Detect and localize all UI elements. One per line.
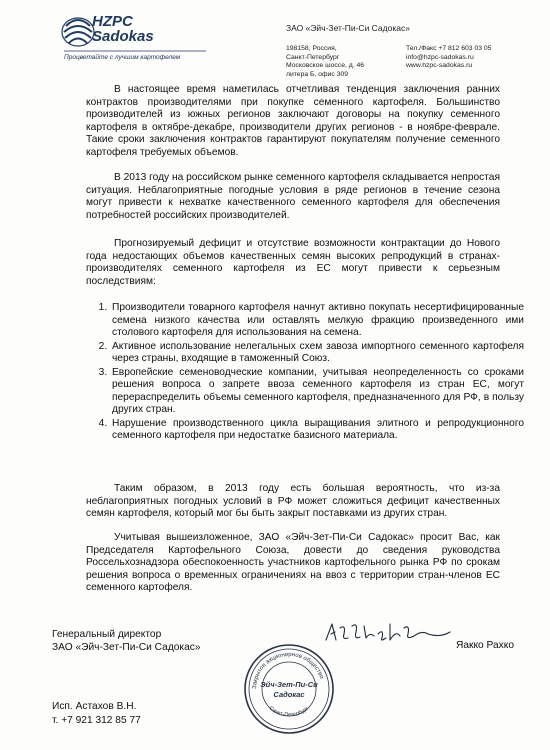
website-link[interactable]: www.hzpc-sadokas.ru [406, 62, 473, 70]
phone-fax: Тел./Факс +7 812 603 03 05 [406, 45, 492, 52]
executor-name: Исп. Астахов В.Н. [52, 701, 137, 712]
signatory-title [52, 628, 201, 654]
list-item: 3. Европейские семеноводческие компании, учитывая неопределенность со сроками решения вопроса о запрете ввоза семенного картофеля из стран ЕС, могут перераспределить объемы семенного картофеля, предназначенного для РФ, в пользу других стран. [110, 367, 524, 417]
address-line: Московское шоссе, д. 46 [286, 62, 365, 70]
signatory-company: ЗАО «Эйч-Зет-Пи-Си Садокас» [52, 642, 201, 653]
paragraph-1: В настоящее время наметилась отчетливая тенденция заключения ранних контрактов производителями при покупке семенного картофеля. Большинство производителей из южных регионов заключают договоры на покупку семенного картофеля в октябре-декабре, производители других регионов - в ноябре-феврале. Такие сроки заключения контрактов гарантируют покупателям получение семенного картофеля требуемых объемов. [86, 84, 500, 158]
stamp-center-line-2: Садокас [273, 690, 305, 699]
list-item: 4. Нарушение производственного цикла выращивания элитного и репродукционного семенного картофеля при недостатке базисного материала. [110, 418, 524, 443]
handwritten-signature [322, 618, 462, 648]
address-line: Санкт-Петербург [286, 53, 340, 61]
email-link[interactable]: info@hzpc-sadokas.ru [406, 53, 474, 61]
signatory-position: Генеральный директор [52, 629, 162, 640]
list-item: 1. Производители товарного картофеля начнут активно покупать несертифицированные семена низкого качества или оставлять мелкую фракцию произведенного ими столового картофеля для использования на семена. [110, 302, 524, 340]
company-name: ЗАО «Эйч-Зет-Пи-Си Садокас» [286, 23, 410, 33]
paragraph-4: Таким образом, в 2013 году есть большая вероятность, что из-за неблагоприятных погодных условий в РФ может сложиться дефицит качественных семян картофеля, который мог бы быть закрыт поставками из других стран. [86, 483, 500, 519]
paragraph-5: Учитывая вышеизложенное, ЗАО «Эйч-Зет-Пи-Си Садокас» просит Вас, как Председателя Картофельного Союза, довести до сведения руководства Россельхознадзора обеспокоенность участников картофельного рынка РФ по срокам решения вопроса о временных ограничениях на ввоз с территории стран-членов ЕС семенного картофеля. [86, 532, 500, 593]
stamp-outer-text: Закрытое акционерное общество [251, 651, 325, 690]
company-contacts [406, 45, 491, 71]
letterhead [0, 0, 550, 80]
list-item: 2. Активное использование нелегальных схем завоза импортного семенного картофеля через страны, входящие в таможенный Союз. [110, 341, 524, 366]
logo-line-1: HZPC [92, 13, 133, 30]
company-address [286, 45, 364, 79]
logo-wordmark [92, 14, 154, 44]
logo-tagline: Процветайте с лучшим картофелем [64, 54, 181, 61]
consequences-list [86, 302, 524, 444]
executor-phone: т. +7 921 312 85 77 [52, 715, 141, 726]
paragraph-3: Прогнозируемый дефицит и отсутствие возможности контрактации до Нового года недостающих объемов качественных семян высоких репродукций в странах-производителях семенного картофеля из ЕС могут привести к серьезным последствиям: [86, 238, 500, 287]
signatory-name: Яакко Рахко [456, 640, 515, 651]
stamp-bottom-text: Санкт-Петербург [267, 705, 310, 719]
address-line: 198158, Россия, [286, 45, 337, 52]
paragraph-2: В 2013 году на российском рынке семенного картофеля складывается непростая ситуация. Неблагоприятные погодные условия в ряде регионов в течение сезона могут привести к нехватке качественного семенного картофеля для обеспечения потребностей российских производителей. [86, 172, 500, 221]
address-line: литера Б, офис 309 [286, 70, 349, 78]
executor-info [52, 700, 141, 728]
company-stamp-icon [242, 642, 336, 736]
stamp-center-line-1: Эйч-Зет-Пи-Си [260, 680, 318, 689]
logo-line-2: Sadokas [92, 28, 154, 45]
